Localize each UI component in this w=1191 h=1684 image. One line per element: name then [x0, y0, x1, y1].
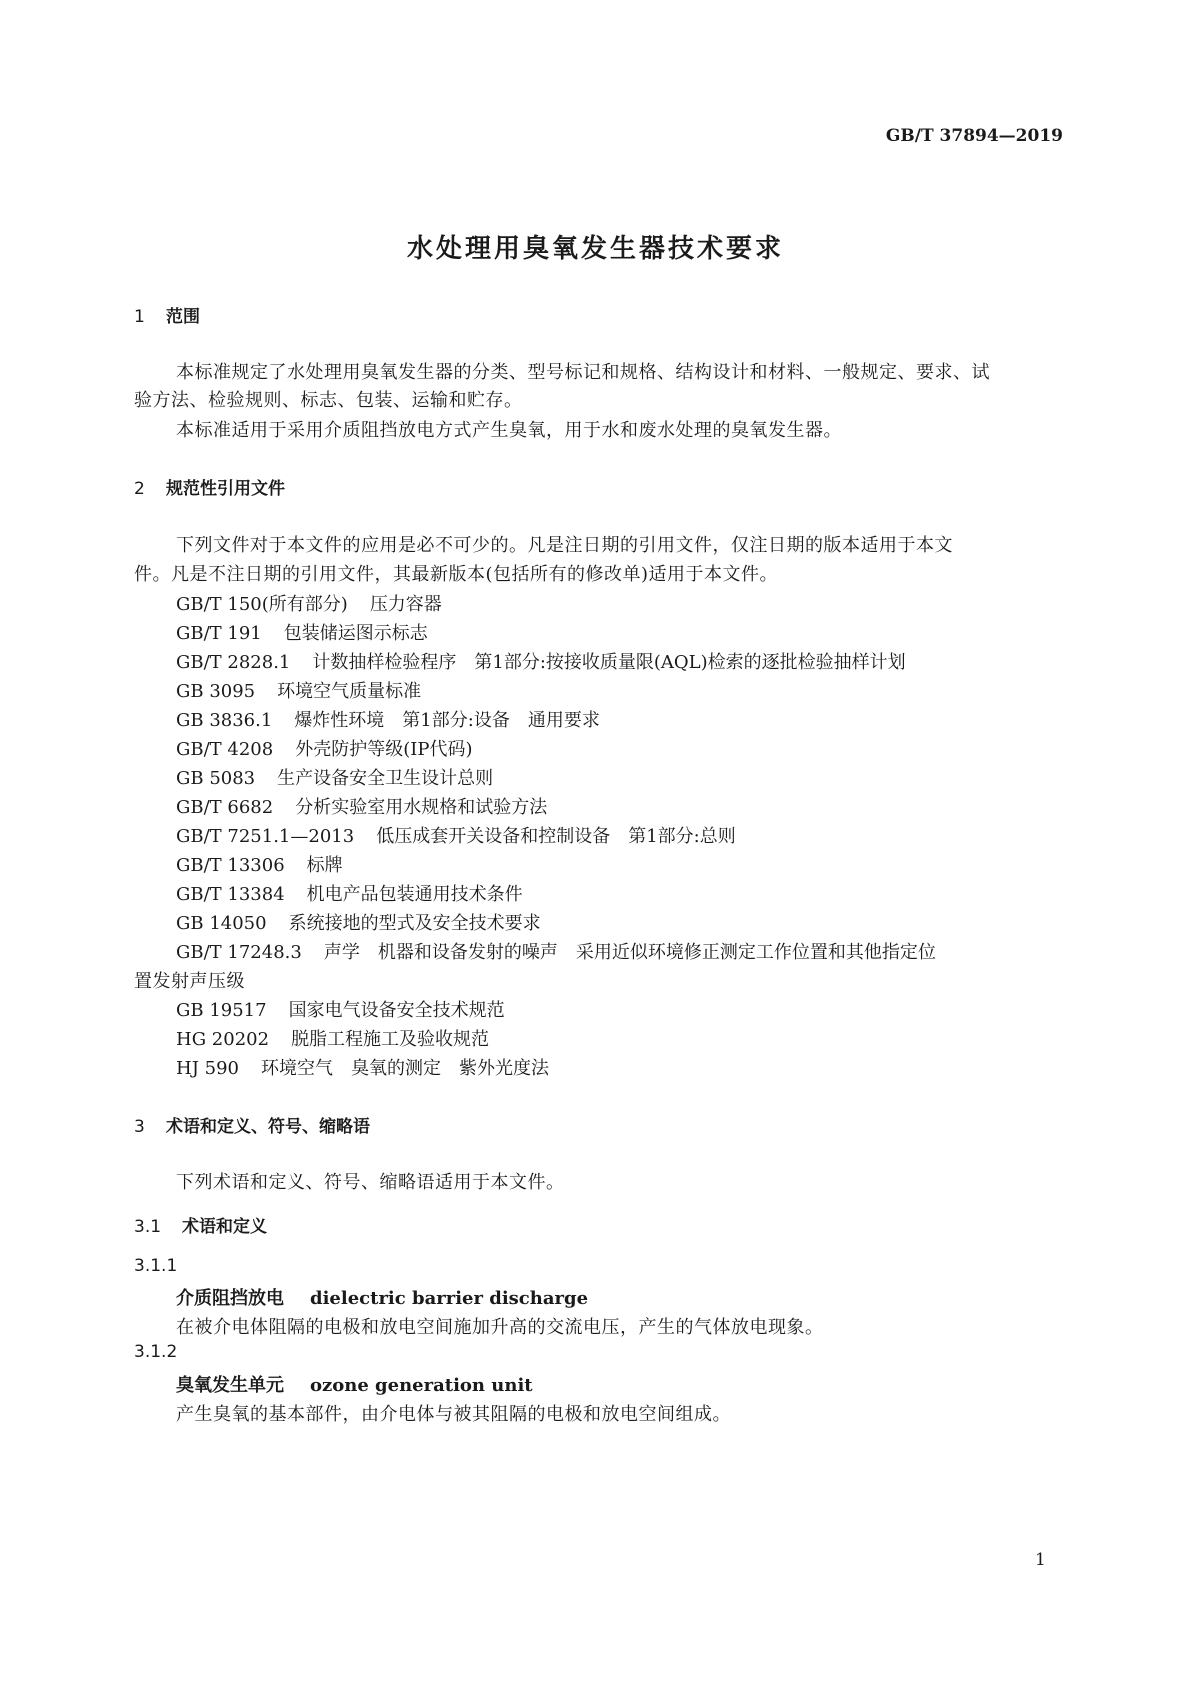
- document-title: 水处理用臭氧发生器技术要求: [406, 234, 784, 264]
- paragraph-line: 本标准适用于采用介质阻挡放电方式产生臭氧，用于水和废水处理的臭氧发生器。: [176, 420, 842, 441]
- reference-item: GB/T 7251.1—2013 低压成套开关设备和控制设备 第1部分:总则: [176, 826, 736, 847]
- reference-item: HG 20202 脱脂工程施工及验收规范: [176, 1029, 490, 1050]
- term-definition: 产生臭氧的基本部件，由介电体与被其阻隔的电极和放电空间组成。: [176, 1404, 731, 1425]
- reference-item: GB/T 4208 外壳防护等级(IP代码): [176, 739, 473, 760]
- term-zh: 介质阻挡放电: [176, 1288, 284, 1309]
- term-number: 3.1.1: [134, 1256, 178, 1276]
- reference-item: GB/T 2828.1 计数抽样检验程序 第1部分:按接收质量限(AQL)检索的逐批检验抽样计划: [176, 652, 906, 673]
- term-definition: 在被介电体阻隔的电极和放电空间施加升高的交流电压，产生的气体放电现象。: [176, 1317, 824, 1338]
- subsection-3-1-heading: [134, 1212, 267, 1237]
- section-number: 1: [134, 307, 145, 327]
- reference-item: GB/T 13306 标牌: [176, 855, 343, 876]
- reference-item: GB 14050 系统接地的型式及安全技术要求: [176, 913, 541, 934]
- section-title: 范围: [166, 307, 200, 327]
- section-1-heading: [134, 302, 200, 327]
- section-number: 3: [134, 1117, 145, 1137]
- section-number: 2: [134, 479, 145, 499]
- paragraph-line: 下列文件对于本文件的应用是必不可少的。凡是注日期的引用文件，仅注日期的版本适用于本文: [176, 535, 953, 556]
- paragraph-line: 件。凡是不注日期的引用文件，其最新版本(包括所有的修改单)适用于本文件。: [134, 564, 779, 585]
- reference-item: HJ 590 环境空气 臭氧的测定 紫外光度法: [176, 1058, 549, 1079]
- term-en: ozone generation unit: [310, 1375, 533, 1396]
- reference-item: GB/T 191 包装储运图示标志: [176, 623, 428, 644]
- section-title: 规范性引用文件: [166, 479, 285, 499]
- reference-item: GB 5083 生产设备安全卫生设计总则: [176, 768, 494, 789]
- reference-item: GB/T 17248.3 声学 机器和设备发射的噪声 采用近似环境修正测定工作位置和其他指定位: [176, 942, 936, 963]
- reference-item: GB/T 150(所有部分) 压力容器: [176, 594, 442, 615]
- reference-item: GB/T 13384 机电产品包装通用技术条件: [176, 884, 523, 905]
- reference-item: GB 3095 环境空气质量标准: [176, 681, 422, 702]
- section-title: 术语和定义、符号、缩略语: [166, 1117, 370, 1137]
- term-heading: [176, 1284, 588, 1310]
- section-3-heading: [134, 1112, 370, 1137]
- paragraph-line: 本标准规定了水处理用臭氧发生器的分类、型号标记和规格、结构设计和材料、一般规定、要求、试: [176, 362, 990, 383]
- subsection-number: 3.1: [134, 1217, 162, 1237]
- paragraph-line: 下列术语和定义、符号、缩略语适用于本文件。: [176, 1172, 565, 1193]
- reference-item: GB 19517 国家电气设备安全技术规范: [176, 1000, 505, 1021]
- term-zh: 臭氧发生单元: [176, 1375, 284, 1396]
- term-number: 3.1.2: [134, 1342, 178, 1362]
- page-number: 1: [1035, 1550, 1046, 1570]
- term-en: dielectric barrier discharge: [310, 1288, 589, 1309]
- reference-item: GB/T 6682 分析实验室用水规格和试验方法: [176, 797, 548, 818]
- term-heading: [176, 1371, 533, 1397]
- subsection-title: 术语和定义: [182, 1217, 267, 1237]
- paragraph-line: 验方法、检验规则、标志、包装、运输和贮存。: [134, 390, 523, 411]
- standard-number: GB/T 37894—2019: [885, 126, 1063, 146]
- reference-continuation: 置发射声压级: [134, 971, 245, 992]
- section-2-heading: [134, 474, 285, 499]
- reference-item: GB 3836.1 爆炸性环境 第1部分:设备 通用要求: [176, 710, 600, 731]
